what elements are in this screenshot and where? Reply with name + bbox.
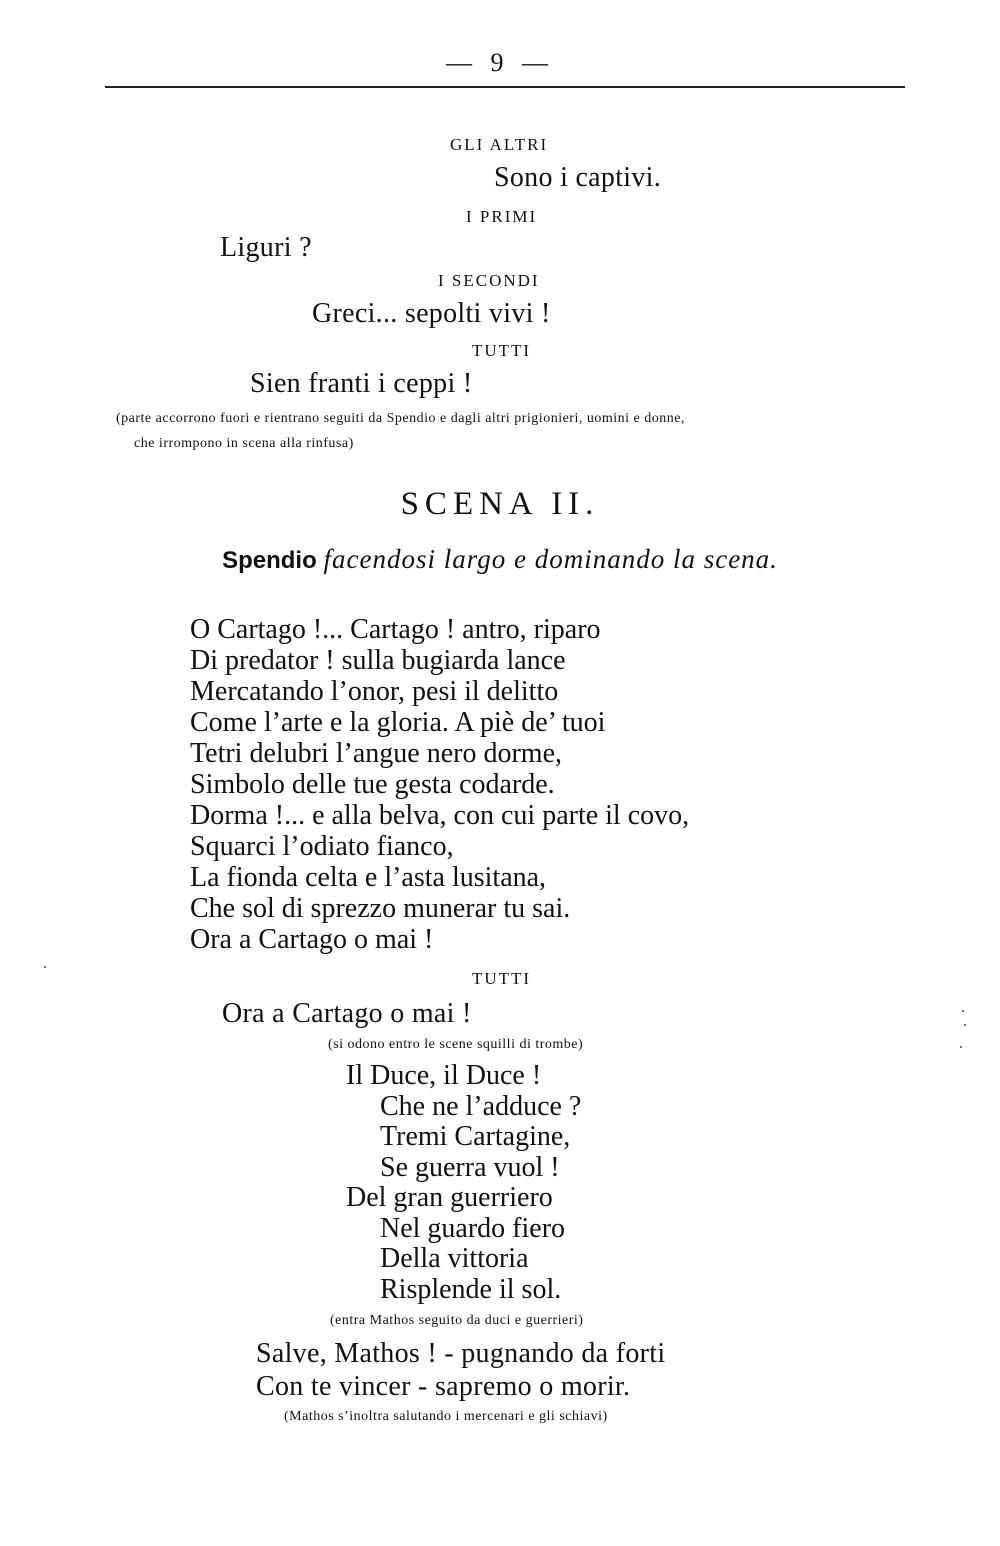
verse-line: Della vittoria	[380, 1243, 529, 1274]
verse-line: Mercatando l’onor, pesi il delitto	[190, 676, 559, 707]
verse-line: Simbolo delle tue gesta codarde.	[190, 769, 555, 800]
scan-speck	[964, 1024, 966, 1026]
scene-heading: SCENA II.	[400, 486, 600, 522]
page-number: — 9 —	[446, 48, 554, 77]
verse-line: Che ne l’adduce ?	[380, 1090, 582, 1122]
speaker-gli-altri: GLI ALTRI	[450, 135, 549, 154]
speaker-i-primi: I PRIMI	[466, 207, 538, 226]
header-rule	[105, 86, 905, 88]
verse-line: Tetri delubri l’angue nero dorme,	[190, 738, 563, 769]
stage-direction: (Mathos s’inoltra salutando i mercenari e gli schiavi)	[284, 1409, 608, 1424]
verse-line: Sono i captivi.	[494, 162, 662, 193]
monologue	[190, 614, 689, 955]
stage-direction: (si odono entro le scene squilli di trombe)	[328, 1037, 584, 1052]
verse-line: Dorma !... e alla belva, con cui parte il covo,	[190, 800, 690, 831]
verse-line: Salve, Mathos ! - pugnando da forti	[256, 1338, 666, 1369]
scan-speck	[960, 1046, 962, 1048]
stage-direction: (parte accorrono fuori e rientrano seguiti da Spendio e dagli altri prigionieri, uomini e donne,	[116, 411, 685, 426]
verse-line: Che sol di sprezzo munerar tu sai.	[190, 893, 571, 924]
verse-line: Squarci l’odiato fianco,	[190, 831, 454, 862]
verse-line: Se guerra vuol !	[380, 1151, 560, 1183]
stage-direction: che irrompono in scena alla rinfusa)	[134, 436, 354, 451]
verse-line: O Cartago !... Cartago ! antro, riparo	[190, 614, 601, 645]
scan-speck	[962, 1010, 964, 1012]
stage-direction: (entra Mathos seguito da duci e guerrieri)	[330, 1313, 584, 1328]
character-name: Spendio	[222, 547, 317, 574]
verse-line: La fionda celta e l’asta lusitana,	[190, 862, 547, 893]
verse-line: Con te vincer - sapremo o morir.	[256, 1371, 631, 1402]
verse-line: Ora a Cartago o mai !	[222, 998, 472, 1029]
verse-line: Come l’arte e la gloria. A piè de’ tuoi	[190, 707, 606, 738]
verse-line: Greci... sepolti vivi !	[312, 298, 551, 329]
verse-line: Nel guardo fiero	[380, 1212, 566, 1244]
verse-line: Liguri ?	[220, 232, 312, 263]
verse-line: Sien franti i ceppi !	[250, 368, 473, 399]
verse-line: Risplende il sol.	[380, 1273, 562, 1305]
speaker-tutti: TUTTI	[472, 341, 532, 360]
speaker-tutti: TUTTI	[472, 969, 532, 988]
verse-line: Ora a Cartago o mai !	[190, 924, 434, 955]
scan-speck	[44, 966, 46, 968]
character-direction: facendosi largo e dominando la scena.	[323, 544, 778, 574]
speaker-i-secondi: I SECONDI	[438, 271, 540, 290]
chorus-stanza	[346, 1061, 581, 1305]
verse-line: Del gran guerriero	[346, 1182, 553, 1213]
verse-line: Il Duce, il Duce !	[346, 1060, 542, 1091]
scene-subheading	[0, 546, 1000, 573]
verse-line: Di predator ! sulla bugiarda lance	[190, 645, 566, 676]
verse-line: Tremi Cartagine,	[380, 1121, 571, 1152]
